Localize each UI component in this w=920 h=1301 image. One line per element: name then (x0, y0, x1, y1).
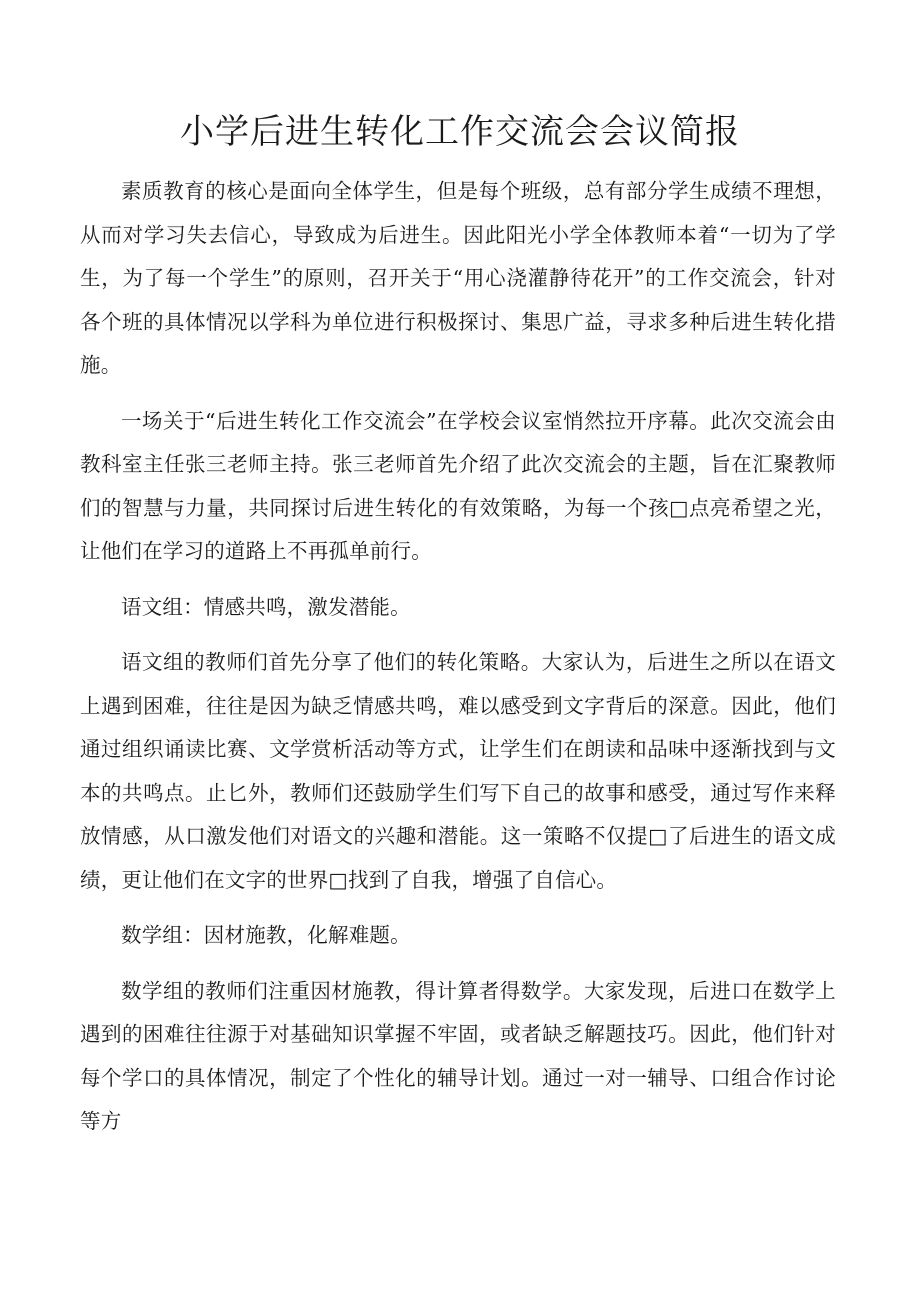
paragraph-intro: 素质教育的核心是面向全体学生，但是每个班级，总有部分学生成绩不理想，从而对学习失去信心，导致成为后进生。因此阳光小学全体教师本着“一切为了学生，为了每一个学生”的原则，召开关于“用心浇灌静待花开”的工作交流会，针对各个班的具体情况以学科为单位进行积极探讨、集思广益，寻求多种后进生转化措施。 (80, 179, 836, 377)
section-heading-chinese-group: 语文组：情感共鸣，激发潜能。 (121, 594, 411, 619)
paragraph-meeting-opening: 一场关于“后进生转化工作交流会”在学校会议室悄然拉开序幕。此次交流会由教科室主任张三老师主持。张三老师首先介绍了此次交流会的主题，旨在汇聚教师们的智慧与力量，共同探讨后进生转化的有效策略，为每一个孩□点亮希望之光，让他们在学习的道路上不再孤单前行。 (80, 408, 836, 563)
paragraph-math-group: 数学组的教师们注重因材施教，得计算者得数学。大家发现，后进口在数学上遇到的困难往往源于对基础知识掌握不牢固，或者缺乏解题技巧。因此，他们针对每个学口的具体情况，制定了个性化的辅导计划。通过一对一辅导、口组合作讨论等方 (80, 978, 836, 1133)
page-title: 小学后进生转化工作交流会会议简报 (180, 112, 740, 152)
paragraph-chinese-group: 语文组的教师们首先分享了他们的转化策略。大家认为，后进生之所以在语文上遇到困难，往往是因为缺乏情感共鸣，难以感受到文字背后的深意。因此，他们通过组织诵读比赛、文学赏析活动等方式，让学生们在朗读和品味中逐渐找到与文本的共鸣点。止匕外，教师们还鼓励学生们写下自己的故事和感受，通过写作来释放情感，从口激发他们对语文的兴趣和潜能。这一策略不仅提□了后进生的语文成绩，更让他们在文字的世界□找到了自我，增强了自信心。 (80, 650, 836, 892)
section-heading-math-group: 数学组：因材施教，化解难题。 (121, 923, 411, 947)
document-body (80, 170, 836, 1144)
